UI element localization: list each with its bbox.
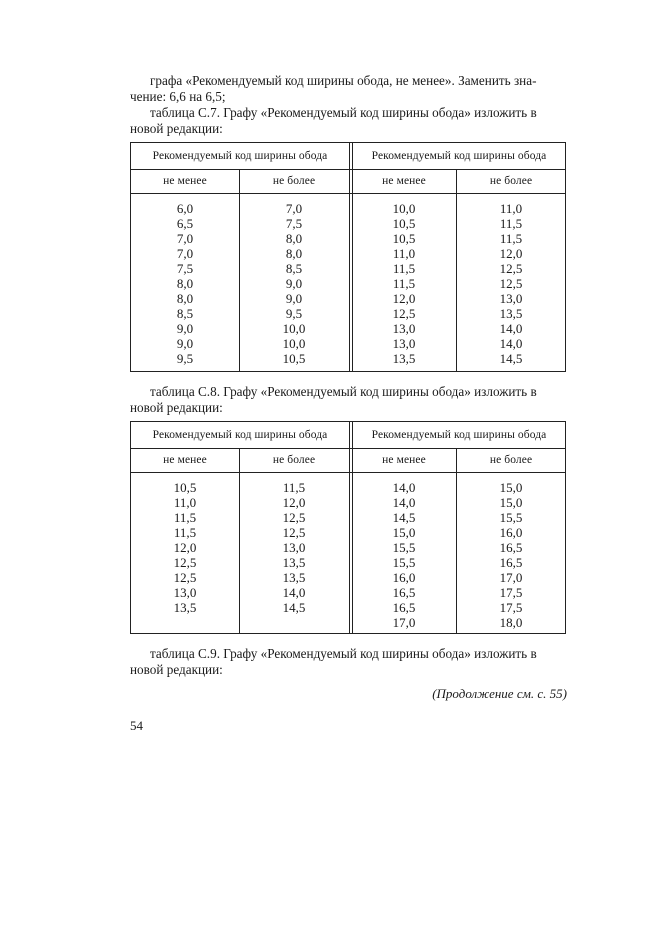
paragraph-line: таблица С.9. Графу «Рекомендуемый код ширины обода» изложить в [150, 646, 537, 661]
subheader-max-2: не более [489, 175, 533, 187]
table-cell: 9,0 [176, 321, 194, 336]
paragraph-line: новой редакции: [130, 121, 223, 136]
table-cell: 6,5 [176, 216, 194, 231]
table-cell: 10,5 [392, 216, 416, 231]
paragraph-rim-code-min [130, 73, 567, 105]
subheader-min-2: не менее [382, 454, 426, 466]
table-cell: 9,0 [285, 291, 303, 306]
table-cell: 12,5 [392, 306, 416, 321]
group-header-left: Рекомендуемый код ширины обода [152, 429, 328, 441]
column-min-2 [352, 201, 456, 366]
table-cell: 15,0 [392, 525, 416, 540]
table-cell: 11,5 [392, 276, 416, 291]
table-cell: 16,5 [499, 555, 523, 570]
table-cell: 11,5 [499, 231, 523, 246]
table-cell: 10,5 [282, 351, 306, 366]
column-max-1 [239, 201, 349, 366]
table-cell: 12,0 [499, 246, 523, 261]
paragraph-line: новой редакции: [130, 400, 223, 415]
table-cell: 15,5 [392, 540, 416, 555]
subheader-min-1: не менее [163, 454, 207, 466]
table-cell: 14,5 [392, 510, 416, 525]
table-cell: 14,0 [282, 585, 306, 600]
paragraph-line: таблица С.8. Графу «Рекомендуемый код ширины обода» изложить в [150, 384, 537, 399]
table-cell: 10,0 [282, 321, 306, 336]
table-cell: 8,5 [176, 306, 194, 321]
table-cell: 8,0 [176, 276, 194, 291]
paragraph-table-c8 [130, 384, 567, 416]
paragraph-line: таблица С.7. Графу «Рекомендуемый код ширины обода» изложить в [150, 105, 537, 120]
table-cell: 9,0 [176, 336, 194, 351]
table-cell: 12,5 [173, 555, 197, 570]
column-min-1 [131, 201, 239, 366]
subheader-min-2: не менее [382, 175, 426, 187]
table-group-header-row [131, 422, 565, 449]
table-cell: 10,5 [392, 231, 416, 246]
table-cell: 9,0 [285, 276, 303, 291]
table-cell: 17,5 [499, 585, 523, 600]
group-header-right: Рекомендуемый код ширины обода [371, 429, 547, 441]
page-number: 54 [130, 718, 143, 733]
table-cell: 16,0 [392, 570, 416, 585]
subheader-max-1: не более [272, 175, 316, 187]
paragraph-table-c9 [130, 646, 567, 678]
table-cell: 13,0 [499, 291, 523, 306]
table-cell: 13,0 [282, 540, 306, 555]
table-cell: 8,0 [285, 246, 303, 261]
table-cell: 14,5 [499, 351, 523, 366]
double-divider-line [349, 422, 350, 633]
table-cell: 15,5 [499, 510, 523, 525]
table-cell: 16,5 [499, 540, 523, 555]
table-cell: 10,0 [282, 336, 306, 351]
table-cell: 15,0 [499, 495, 523, 510]
table-cell: 13,0 [392, 336, 416, 351]
table-cell: 11,5 [282, 480, 306, 495]
table-cell: 9,5 [285, 306, 303, 321]
table-cell: 7,0 [285, 201, 303, 216]
table-cell: 8,0 [285, 231, 303, 246]
table-cell: 14,0 [499, 321, 523, 336]
table-cell: 11,5 [173, 525, 197, 540]
table-group-header-row [131, 143, 565, 170]
table-cell: 17,0 [499, 570, 523, 585]
column-min-1 [131, 480, 239, 615]
table-cell: 15,0 [499, 480, 523, 495]
table-cell: 18,0 [499, 615, 523, 630]
table-cell: 16,5 [392, 585, 416, 600]
table-cell: 13,5 [392, 351, 416, 366]
column-max-1 [239, 480, 349, 615]
column-min-2 [352, 480, 456, 630]
table-cell: 9,5 [176, 351, 194, 366]
table-cell: 13,5 [499, 306, 523, 321]
column-max-2 [456, 201, 566, 366]
table-c7 [130, 142, 566, 372]
paragraph-line: новой редакции: [130, 662, 223, 677]
subheader-max-1: не более [272, 454, 316, 466]
paragraph-table-c7 [130, 105, 567, 137]
table-cell: 10,5 [173, 480, 197, 495]
table-cell: 7,0 [176, 246, 194, 261]
table-cell: 14,0 [392, 495, 416, 510]
table-cell: 10,0 [392, 201, 416, 216]
table-cell: 7,0 [176, 231, 194, 246]
table-cell: 14,5 [282, 600, 306, 615]
table-cell: 12,5 [499, 276, 523, 291]
table-cell: 7,5 [176, 261, 194, 276]
table-cell: 13,5 [282, 570, 306, 585]
table-cell: 8,0 [176, 291, 194, 306]
table-cell: 15,5 [392, 555, 416, 570]
table-cell: 6,0 [176, 201, 194, 216]
table-cell: 11,5 [499, 216, 523, 231]
table-c8 [130, 421, 566, 634]
double-divider-line [349, 143, 350, 371]
table-cell: 11,0 [499, 201, 523, 216]
table-cell: 11,5 [173, 510, 197, 525]
table-cell: 12,0 [173, 540, 197, 555]
table-cell: 13,0 [392, 321, 416, 336]
table-cell: 12,5 [282, 510, 306, 525]
table-cell: 7,5 [285, 216, 303, 231]
continuation-note: (Продолжение см. с. 55) [432, 686, 567, 701]
table-cell: 16,0 [499, 525, 523, 540]
table-cell: 12,0 [282, 495, 306, 510]
table-cell: 14,0 [392, 480, 416, 495]
subheader-min-1: не менее [163, 175, 207, 187]
group-header-left: Рекомендуемый код ширины обода [152, 150, 328, 162]
table-cell: 12,0 [392, 291, 416, 306]
table-subheader-row [131, 448, 565, 473]
table-cell: 13,5 [173, 600, 197, 615]
table-cell: 14,0 [499, 336, 523, 351]
table-cell: 12,5 [499, 261, 523, 276]
table-cell: 13,0 [173, 585, 197, 600]
table-cell: 17,0 [392, 615, 416, 630]
table-cell: 11,0 [173, 495, 197, 510]
paragraph-line: чение: 6,6 на 6,5; [130, 89, 226, 104]
paragraph-line: графа «Рекомендуемый код ширины обода, не менее». Заменить зна- [150, 73, 537, 88]
column-max-2 [456, 480, 566, 630]
table-cell: 11,0 [392, 246, 416, 261]
table-cell: 13,5 [282, 555, 306, 570]
table-cell: 12,5 [173, 570, 197, 585]
table-cell: 17,5 [499, 600, 523, 615]
table-cell: 8,5 [285, 261, 303, 276]
group-header-right: Рекомендуемый код ширины обода [371, 150, 547, 162]
table-cell: 11,5 [392, 261, 416, 276]
subheader-max-2: не более [489, 454, 533, 466]
table-cell: 12,5 [282, 525, 306, 540]
table-subheader-row [131, 169, 565, 194]
table-cell: 16,5 [392, 600, 416, 615]
